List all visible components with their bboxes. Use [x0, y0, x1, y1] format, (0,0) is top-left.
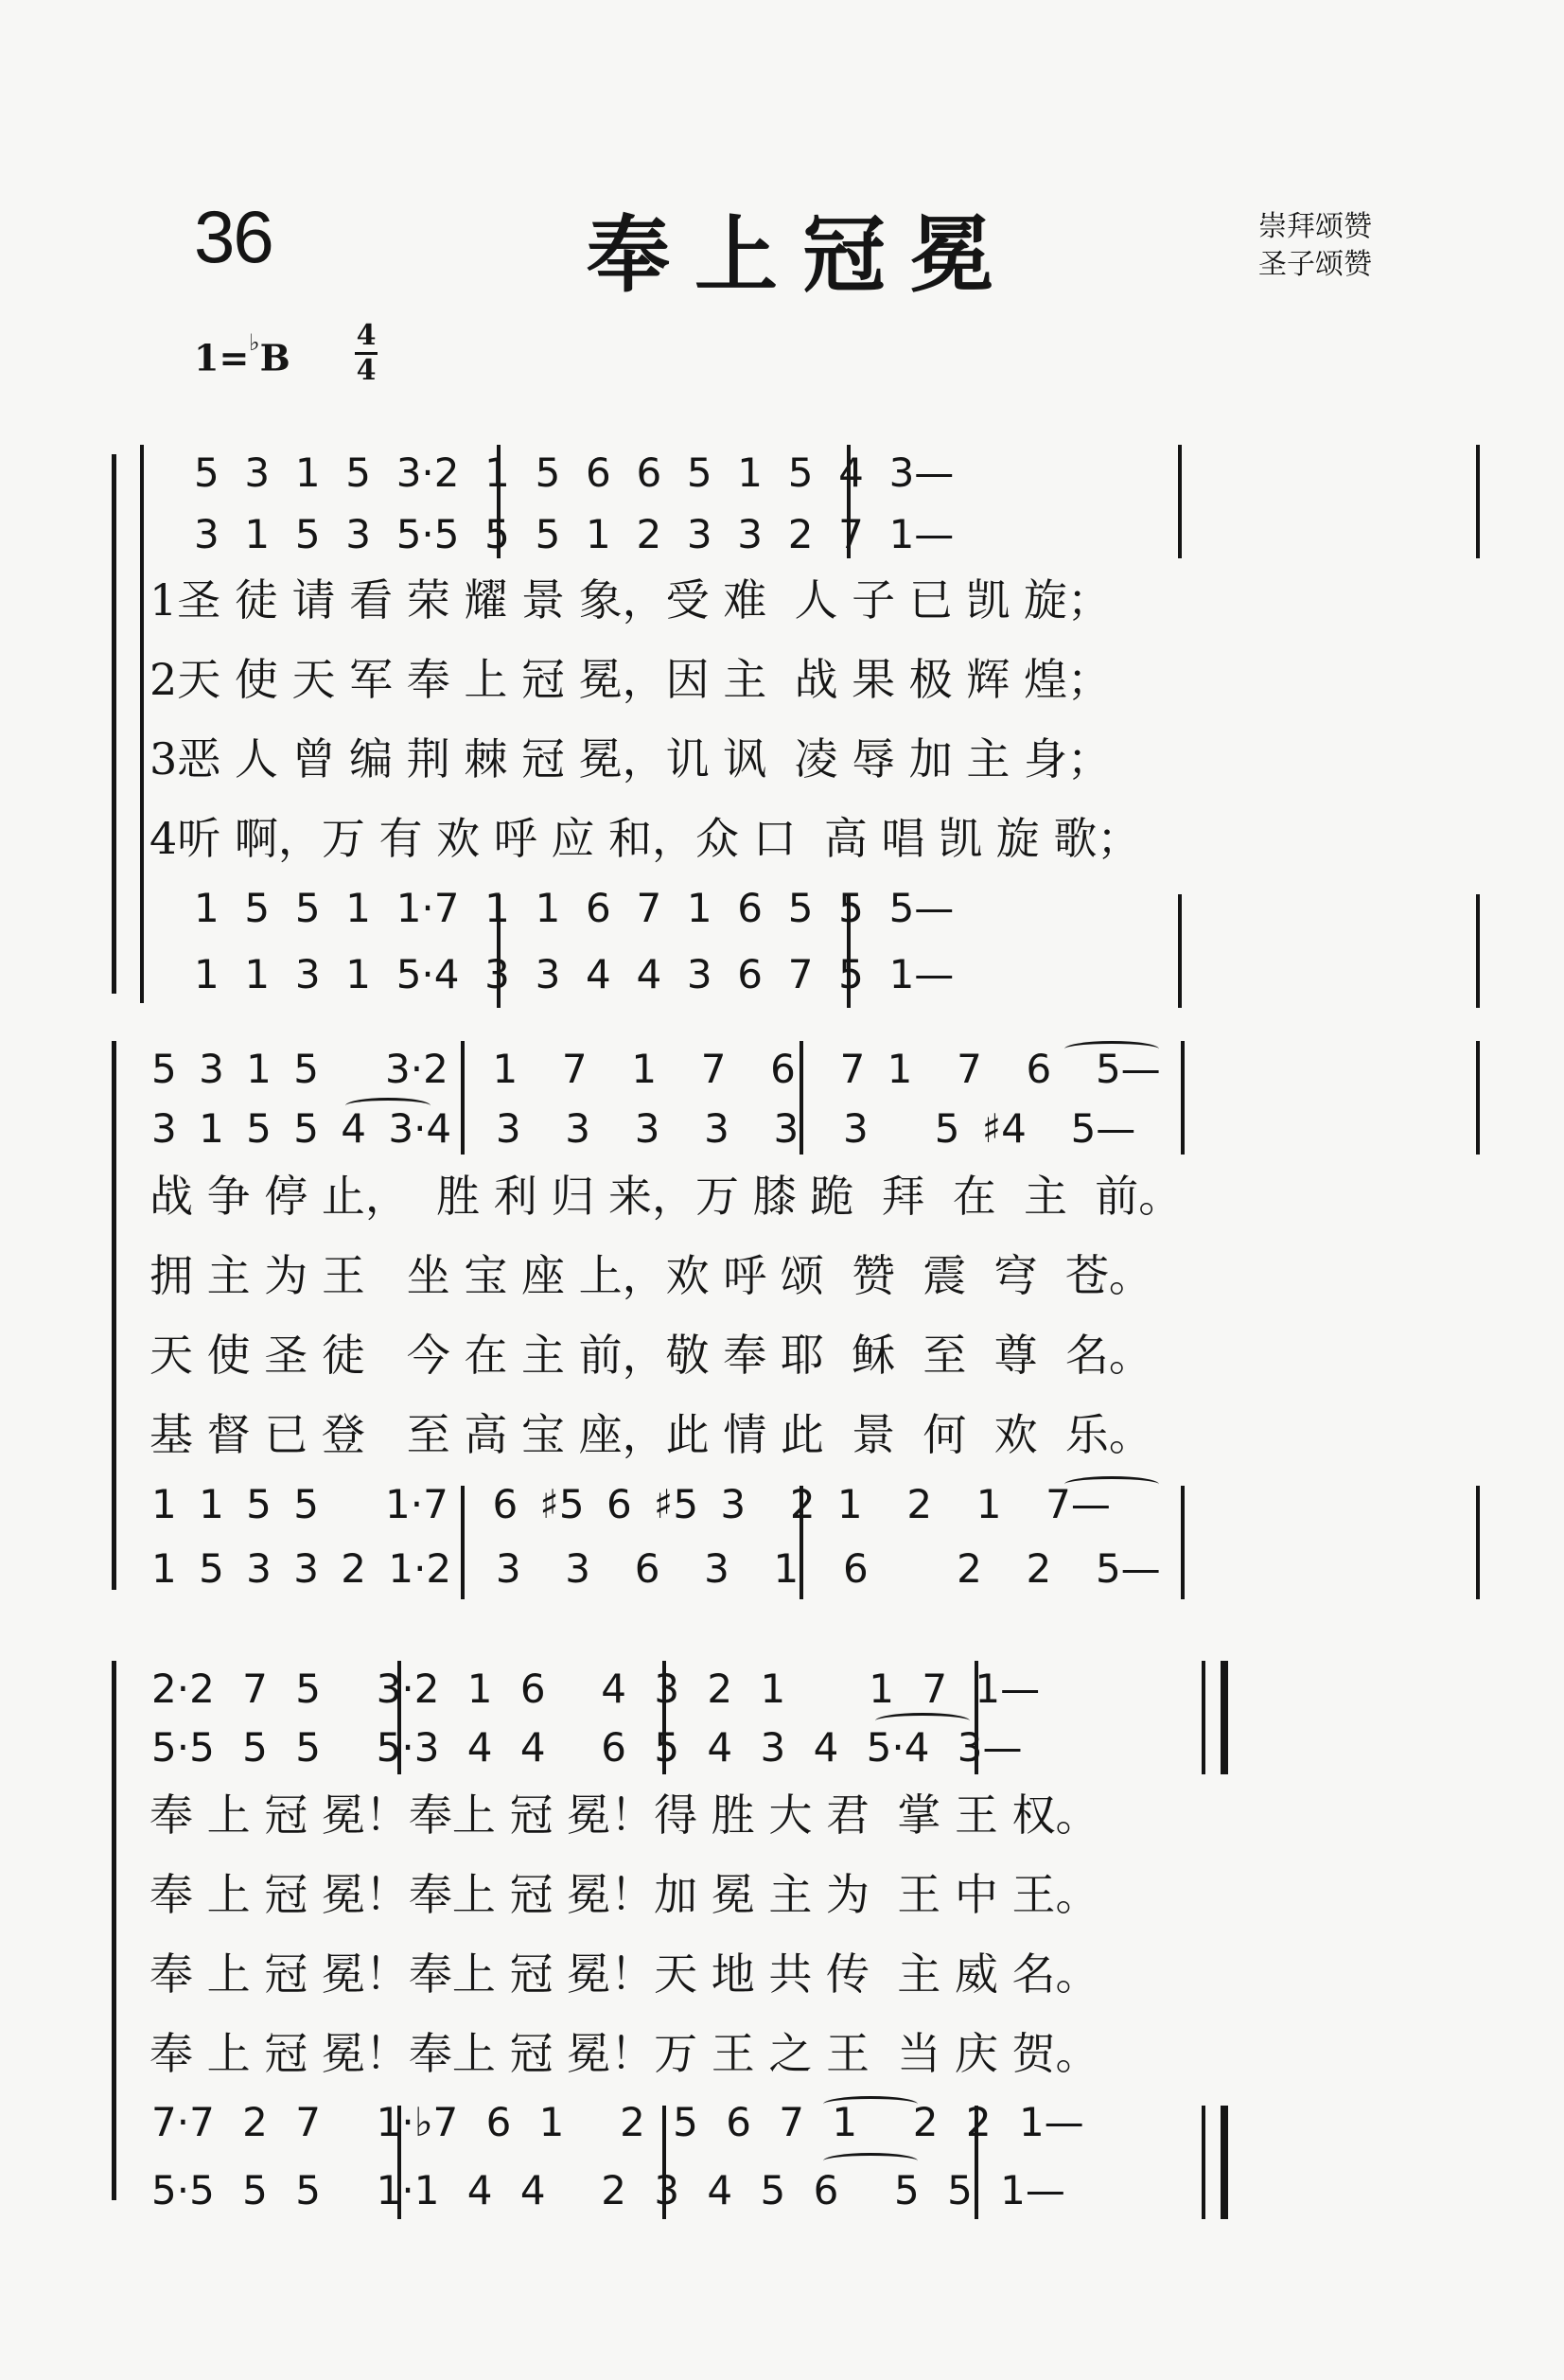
time-sig-top: 4 [356, 319, 377, 352]
key-signature: 1=♭B [194, 328, 290, 379]
tenor-line: 1 1 5 5 1·7 6 ♯5 6 ♯5 3 2 1 2 1 7— [151, 1481, 1111, 1527]
barline [1202, 1661, 1205, 1774]
final-barline [1221, 1661, 1228, 1774]
barline [1476, 894, 1480, 1008]
barline [662, 2106, 666, 2219]
barline [1181, 1041, 1185, 1155]
barline [847, 445, 851, 558]
time-signature [352, 320, 380, 387]
barline [397, 2106, 401, 2219]
slur [823, 2153, 918, 2169]
barline [497, 894, 501, 1008]
lyric-verse-1: 奉 上 冠 冕！奉上 冠 冕！得 胜 大 君 掌 王 权。 [149, 1789, 1099, 1841]
barline [1178, 445, 1182, 558]
barline [800, 1041, 803, 1155]
category-label: 崇拜颂赞 [1258, 210, 1372, 243]
time-sig-bottom: 4 [356, 354, 377, 387]
final-barline [1221, 2106, 1228, 2219]
lyric-verse-2: 奉 上 冠 冕！奉上 冠 冕！加 冕 主 为 王 中 王。 [149, 1869, 1099, 1920]
barline [1178, 894, 1182, 1008]
system-brace [112, 1041, 116, 1590]
bass-line: 5·5 5 5 1·1 4 4 2 3 4 5 6 5 5 1— [151, 2167, 1065, 2213]
system-brace [112, 454, 116, 994]
soprano-line: 2·2 7 5 3·2 1 6 4 3 2 1 1 7 1— [151, 1666, 1041, 1712]
tenor-line: 1 5 5 1 1·7 1 1 6 7 1 6 5 5 5— [194, 885, 955, 931]
barline [1202, 2106, 1205, 2219]
lyric-verse-1: 1圣 徒 请 看 荣 耀 景 象，受 难 人 子 已 凯 旋； [149, 574, 1111, 626]
category-label: 圣子颂赞 [1258, 248, 1372, 281]
alto-line: 3 1 5 5 4 3·4 3 3 3 3 3 3 5 ♯4 5— [151, 1105, 1136, 1152]
slur [823, 2096, 918, 2112]
system-bracket [140, 445, 144, 1003]
barline [1181, 1486, 1185, 1599]
barline [1476, 445, 1480, 558]
lyric-verse-1: 战 争 停 止， 胜 利 归 来，万 膝 跪 拜 在 主 前。 [149, 1171, 1183, 1222]
barline [975, 2106, 978, 2219]
slur [875, 1713, 970, 1729]
barline [975, 1661, 978, 1774]
barline [800, 1486, 803, 1599]
lyric-verse-4: 基 督 已 登 至 高 宝 座，此 情 此 景 何 欢 乐。 [149, 1409, 1152, 1460]
barline [397, 1661, 401, 1774]
alto-line: 3 1 5 3 5·5 5 5 1 2 3 3 2 7 1— [194, 511, 955, 557]
hymn-title: 奉上冠冕 [587, 205, 1019, 304]
barline [662, 1661, 666, 1774]
bass-line: 1 5 3 3 2 1·2 3 3 6 3 1 6 2 2 5— [151, 1545, 1161, 1592]
barline [1476, 1041, 1480, 1155]
alto-line: 5·5 5 5 5·3 4 4 6 5 4 3 4 5·4 3— [151, 1724, 1023, 1771]
bass-line: 1 1 3 1 5·4 3 3 4 4 3 6 7 5 1— [194, 951, 955, 997]
barline [461, 1486, 465, 1599]
tenor-line: 7·7 2 7 1·♭7 6 1 2 5 6 7 1 2 2 1— [151, 2099, 1084, 2145]
slur [345, 1098, 431, 1114]
lyric-verse-3: 3恶 人 曾 编 荆 棘 冠 冕，讥 讽 凌 辱 加 主 身； [149, 733, 1111, 785]
slur [1064, 1476, 1159, 1492]
lyric-verse-4: 奉 上 冠 冕！奉上 冠 冕！万 王 之 王 当 庆 贺。 [149, 2028, 1099, 2079]
slur [1064, 1041, 1159, 1057]
barline [461, 1041, 465, 1155]
barline [847, 894, 851, 1008]
system-brace [112, 1661, 116, 2200]
soprano-line: 5 3 1 5 3·2 1 7 1 7 6 7 1 7 6 5— [151, 1046, 1161, 1092]
lyric-verse-2: 拥 主 为 王 坐 宝 座 上，欢 呼 颂 赞 震 穹 苍。 [149, 1250, 1152, 1301]
lyric-verse-3: 天 使 圣 徒 今 在 主 前，敬 奉 耶 稣 至 尊 名。 [149, 1330, 1152, 1381]
lyric-verse-4: 4听 啊，万 有 欢 呼 应 和，众 口 高 唱 凯 旋 歌； [149, 813, 1141, 864]
hymn-number: 36 [194, 195, 272, 278]
barline [497, 445, 501, 558]
barline [1476, 1486, 1480, 1599]
lyric-verse-2: 2天 使 天 军 奉 上 冠 冕，因 主 战 果 极 辉 煌； [149, 654, 1111, 705]
lyric-verse-3: 奉 上 冠 冕！奉上 冠 冕！天 地 共 传 主 威 名。 [149, 1948, 1099, 2000]
soprano-line: 5 3 1 5 3·2 1 5 6 6 5 1 5 4 3— [194, 450, 955, 496]
